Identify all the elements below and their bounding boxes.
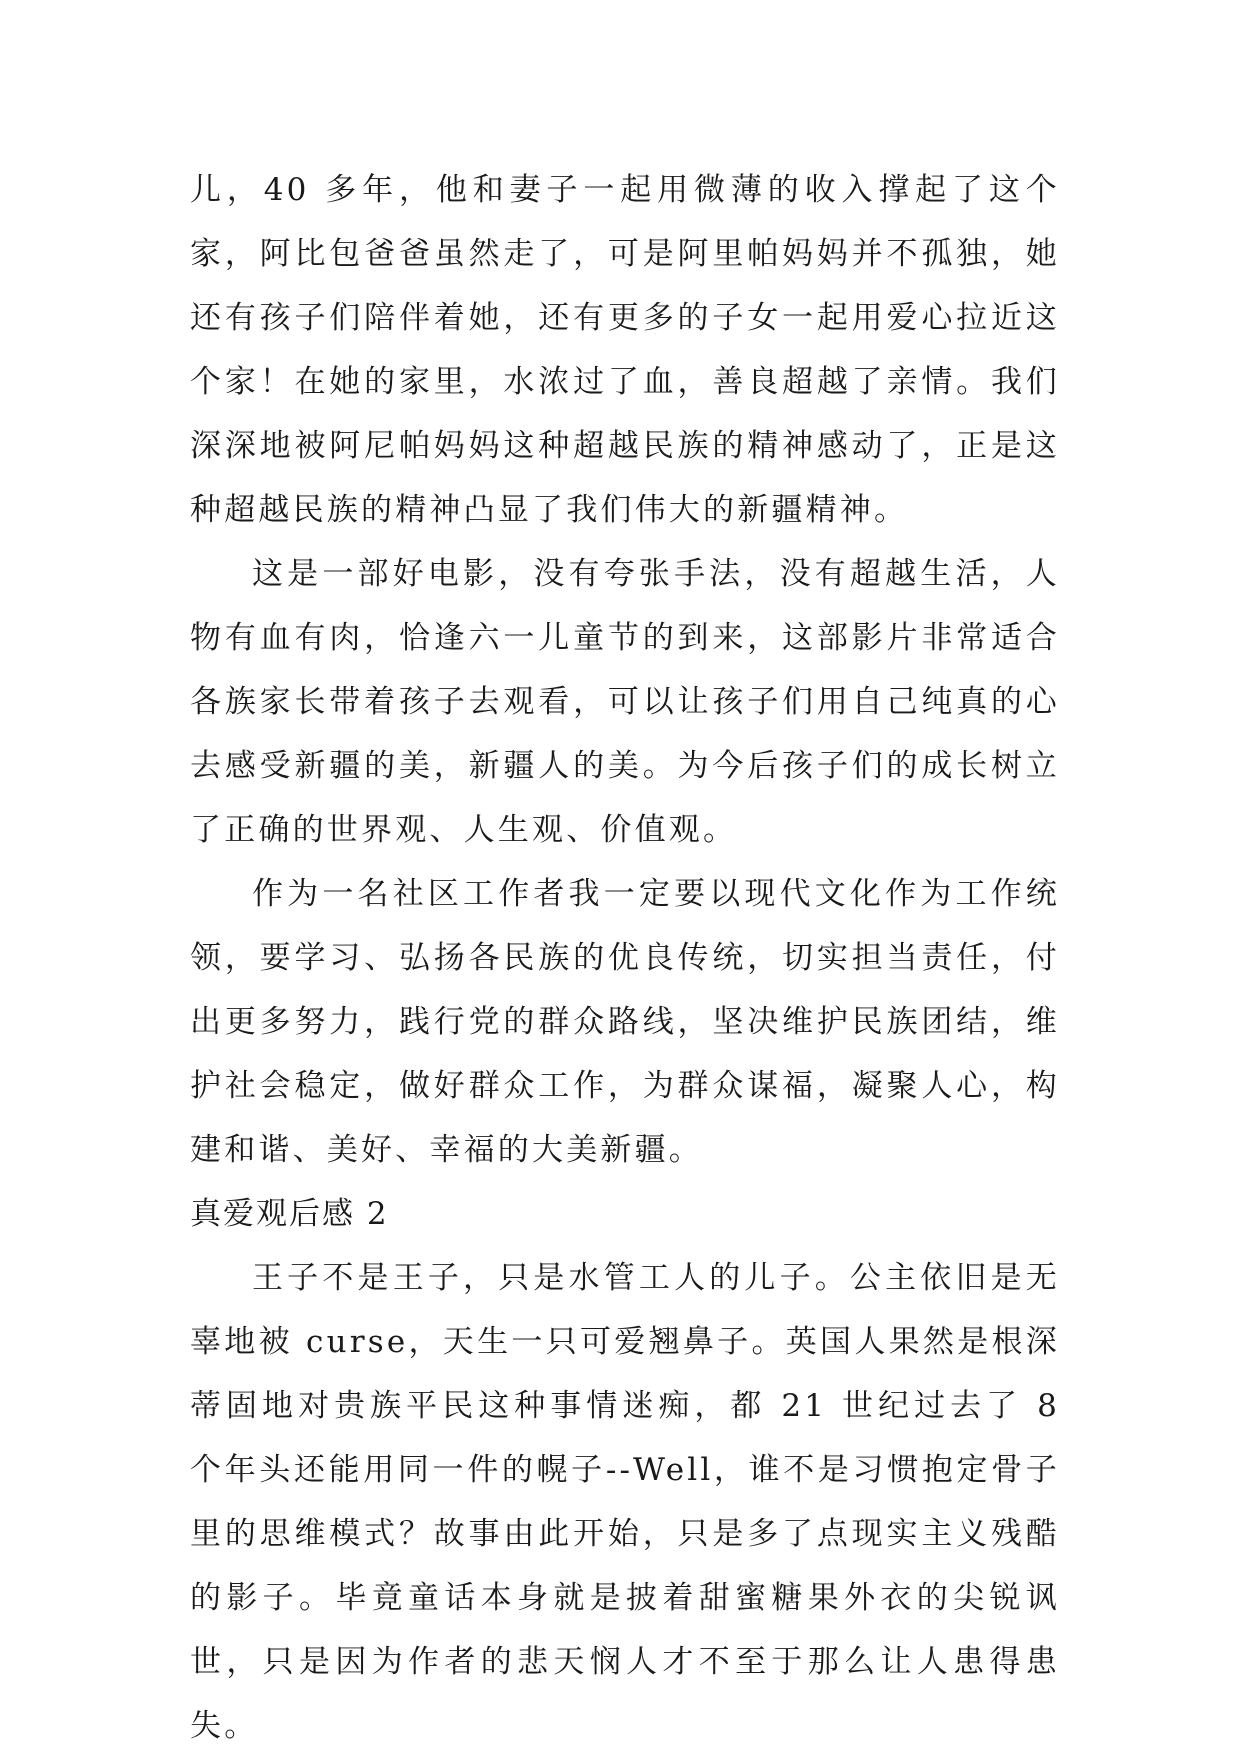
section-heading: 真爱观后感 2 [190,1196,389,1232]
body-paragraph-1: 儿，40 多年，他和妻子一起用微薄的收入撑起了这个家，阿比包爸爸虽然走了，可是阿里帕妈妈并不孤独，她还有孩子们陪伴着她，还有更多的子女一起用爱心拉近这个家！在她的家里，水浓过了血，善良超越了亲情。我们深深地被阿尼帕妈妈这种超越民族的精神感动了，正是这种超越民族的精神凸显了我们伟大的新疆精神。 [190,172,1060,528]
body-paragraph-3: 作为一名社区工作者我一定要以现代文化作为工作统领，要学习、弘扬各民族的优良传统，切实担当责任，付出更多努力，践行党的群众路线，坚决维护民族团结，维护社会稳定，做好群众工作，为群众谋福，凝聚人心，构建和谐、美好、幸福的大美新疆。 [190,876,1060,1168]
document-page [190,158,1060,1758]
body-paragraph-4: 王子不是王子，只是水管工人的儿子。公主依旧是无辜地被 curse，天生一只可爱翘鼻子。英国人果然是根深蒂固地对贵族平民这种事情迷痴，都 21 世纪过去了 8 个年头还能用同一件的幌子--Well，谁不是习惯抱定骨子里的思维模式？故事由此开始，只是多了点现实主义残酷的影子。毕竟童话本身就是披着甜蜜糖果外衣的尖锐讽世，只是因为作者的悲天悯人才不至于那么让人患得患失。 [190,1260,1060,1744]
body-paragraph-2: 这是一部好电影，没有夸张手法，没有超越生活，人物有血有肉，恰逢六一儿童节的到来，这部影片非常适合各族家长带着孩子去观看，可以让孩子们用自己纯真的心去感受新疆的美，新疆人的美。为今后孩子们的成长树立了正确的世界观、人生观、价值观。 [190,556,1060,848]
